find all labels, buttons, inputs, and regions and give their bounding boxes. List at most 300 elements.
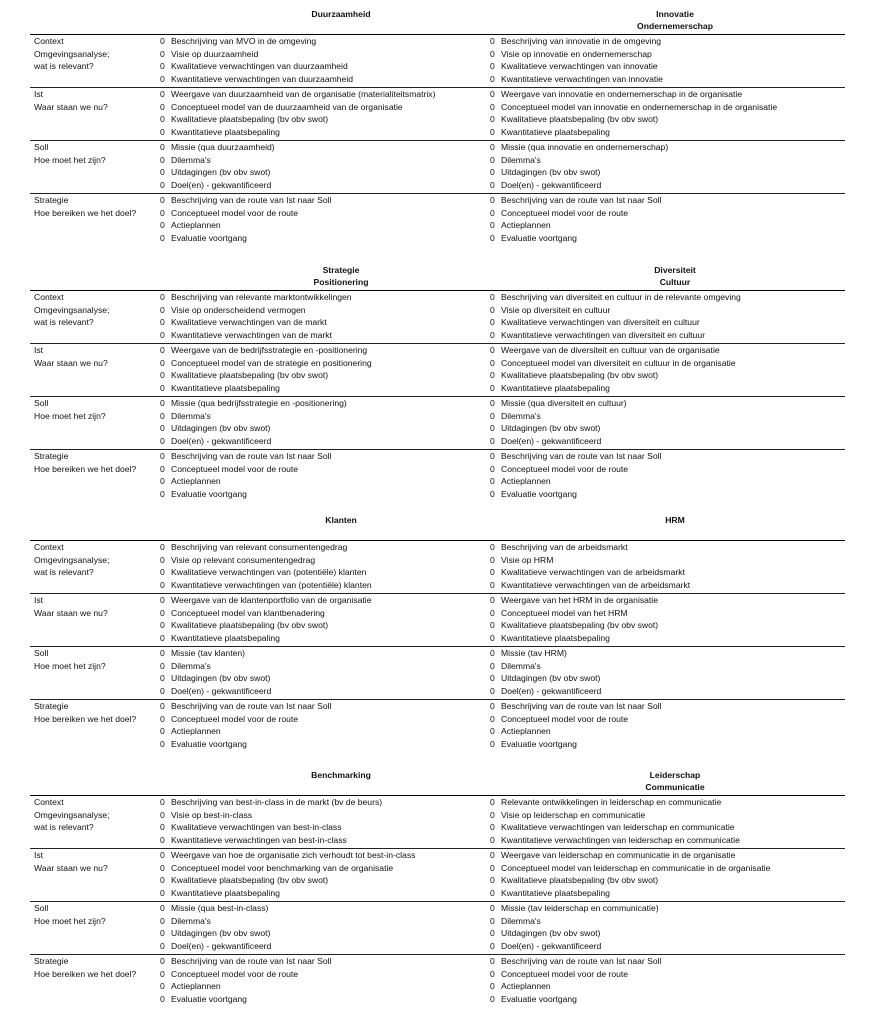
item-text: Dilemma's xyxy=(171,154,211,165)
item-text: Doel(en) - gekwantificeerd xyxy=(171,436,272,447)
list-item xyxy=(160,232,500,245)
item-text: Beschrijving van de route van Ist naar Soll xyxy=(171,451,332,461)
list-item xyxy=(160,382,500,395)
label-line: Hoe bereiken we het doel? xyxy=(34,207,137,218)
item-text: Doel(en) - gekwantificeerd xyxy=(171,941,272,952)
bullet-marker: 0 xyxy=(490,207,495,218)
label-line: Hoe bereiken we het doel? xyxy=(34,713,137,724)
bullet-marker: 0 xyxy=(490,142,495,152)
bullet-marker: 0 xyxy=(490,739,495,750)
item-text: Conceptueel model voor de route xyxy=(171,207,299,218)
item-text: Conceptueel model voor de route xyxy=(501,207,629,218)
item-text: Kwalitatieve plaatsbepaling (bv obv swot) xyxy=(501,114,659,125)
bullet-marker: 0 xyxy=(490,330,495,341)
item-text: Uitdagingen (bv obv swot) xyxy=(171,928,271,939)
list-item xyxy=(490,166,845,179)
item-text: Dilemma's xyxy=(171,915,211,926)
bullet-marker: 0 xyxy=(160,928,165,939)
list-item xyxy=(490,632,845,645)
list-item xyxy=(490,927,845,940)
list-item xyxy=(490,73,845,86)
list-item xyxy=(160,968,500,981)
item-text: Uitdagingen (bv obv swot) xyxy=(501,928,601,939)
label-line: Strategie xyxy=(34,701,69,711)
list-item xyxy=(490,980,845,993)
list-item xyxy=(490,141,845,154)
item-text: Kwalitatieve verwachtingen van innovatie xyxy=(501,61,658,72)
left-items xyxy=(160,141,500,192)
item-text: Kwantitatieve plaatsbepaling xyxy=(171,127,280,138)
item-text: Dilemma's xyxy=(171,410,211,421)
section-label xyxy=(34,902,159,927)
section-row xyxy=(30,140,845,193)
label-line: Ist xyxy=(34,595,44,605)
bullet-marker: 0 xyxy=(160,180,165,191)
label-line: Soll xyxy=(34,903,49,913)
bullet-marker: 0 xyxy=(160,567,165,578)
list-item xyxy=(160,194,500,207)
item-text: Actieplannen xyxy=(171,981,221,992)
section-row xyxy=(30,593,845,646)
section-label xyxy=(34,194,159,219)
section-row xyxy=(30,343,845,396)
label-line: Ist xyxy=(34,345,44,355)
item-text: Visie op leiderschap en communicatie xyxy=(501,809,646,820)
left-column-title xyxy=(190,769,492,781)
list-item xyxy=(490,232,845,245)
bullet-marker: 0 xyxy=(160,101,165,112)
bullet-marker: 0 xyxy=(490,357,495,368)
item-text: Kwantitatieve verwachtingen van diversiteit en cultuur xyxy=(501,330,705,341)
bullet-marker: 0 xyxy=(490,822,495,833)
bullet-marker: 0 xyxy=(160,317,165,328)
title-line: Positionering xyxy=(313,277,369,287)
list-item xyxy=(160,207,500,220)
label-line: Strategie xyxy=(34,195,69,205)
item-text: Kwalitatieve plaatsbepaling (bv obv swot) xyxy=(501,370,659,381)
bullet-marker: 0 xyxy=(160,463,165,474)
list-item xyxy=(160,980,500,993)
left-items xyxy=(160,647,500,698)
item-text: Visie op relevant consumentengedrag xyxy=(171,554,316,565)
list-item xyxy=(160,685,500,698)
item-text: Weergave van innovatie en ondernemerschap in de organisatie xyxy=(501,89,743,99)
item-text: Conceptueel model voor de route xyxy=(171,463,299,474)
item-text: Kwantitatieve plaatsbepaling xyxy=(171,383,280,394)
bullet-marker: 0 xyxy=(490,580,495,591)
list-item xyxy=(160,488,500,501)
item-text: Actieplannen xyxy=(171,726,221,737)
list-item xyxy=(490,410,845,423)
right-items xyxy=(490,902,845,953)
list-item xyxy=(490,369,845,382)
list-item xyxy=(160,619,500,632)
section-row xyxy=(30,87,845,140)
label-line: Soll xyxy=(34,142,49,152)
bullet-marker: 0 xyxy=(160,89,165,99)
item-text: Doel(en) - gekwantificeerd xyxy=(171,180,272,191)
list-item xyxy=(490,887,845,900)
bullet-marker: 0 xyxy=(490,648,495,658)
section-label xyxy=(34,344,159,369)
bullet-marker: 0 xyxy=(490,48,495,59)
list-item xyxy=(160,809,500,822)
item-text: Evaluatie voortgang xyxy=(501,739,577,750)
label-line: Omgevingsanalyse; xyxy=(34,809,110,820)
bullet-marker: 0 xyxy=(490,726,495,737)
list-item xyxy=(160,834,500,847)
left-items xyxy=(160,344,500,395)
bullet-marker: 0 xyxy=(490,410,495,421)
left-items xyxy=(160,955,500,1006)
item-text: Evaluatie voortgang xyxy=(501,994,577,1005)
list-item xyxy=(490,607,845,620)
section-label xyxy=(34,955,159,980)
item-text: Beschrijving van de route van Ist naar Soll xyxy=(171,701,332,711)
left-items xyxy=(160,594,500,645)
list-item xyxy=(160,632,500,645)
list-item xyxy=(490,357,845,370)
bullet-marker: 0 xyxy=(490,903,495,913)
list-item xyxy=(490,541,845,554)
item-text: Beschrijving van de route van Ist naar Soll xyxy=(501,701,662,711)
list-item xyxy=(490,660,845,673)
item-text: Kwantitatieve plaatsbepaling xyxy=(501,888,610,899)
item-text: Beschrijving van de route van Ist naar Soll xyxy=(501,451,662,461)
bullet-marker: 0 xyxy=(490,809,495,820)
list-item xyxy=(490,194,845,207)
right-column-title xyxy=(520,514,830,526)
list-item xyxy=(490,60,845,73)
item-text: Doel(en) - gekwantificeerd xyxy=(501,686,602,697)
list-item xyxy=(160,915,500,928)
item-text: Dilemma's xyxy=(501,915,541,926)
bullet-marker: 0 xyxy=(160,451,165,461)
block-header xyxy=(30,8,845,34)
list-item xyxy=(490,700,845,713)
bullet-marker: 0 xyxy=(490,686,495,697)
list-item xyxy=(490,219,845,232)
item-text: Kwalitatieve plaatsbepaling (bv obv swot) xyxy=(501,620,659,631)
bullet-marker: 0 xyxy=(160,903,165,913)
list-item xyxy=(490,796,845,809)
bullet-marker: 0 xyxy=(160,142,165,152)
bullet-marker: 0 xyxy=(160,114,165,125)
bullet-marker: 0 xyxy=(160,383,165,394)
section-label xyxy=(34,291,159,329)
item-text: Kwantitatieve verwachtingen van duurzaamheid xyxy=(171,74,354,85)
label-line: Strategie xyxy=(34,956,69,966)
list-item xyxy=(160,397,500,410)
bullet-marker: 0 xyxy=(490,74,495,85)
left-column-title xyxy=(190,8,492,20)
left-items xyxy=(160,35,500,86)
item-text: Beschrijving van MVO in de omgeving xyxy=(171,36,317,46)
item-text: Missie (tav HRM) xyxy=(501,648,567,658)
label-line: Waar staan we nu? xyxy=(34,607,108,618)
item-text: Kwantitatieve plaatsbepaling xyxy=(171,888,280,899)
list-item xyxy=(160,73,500,86)
left-items xyxy=(160,88,500,139)
section-label xyxy=(34,700,159,725)
right-items xyxy=(490,849,845,900)
left-items xyxy=(160,541,500,592)
label-line: wat is relevant? xyxy=(34,822,94,833)
label-line: Ist xyxy=(34,850,44,860)
item-text: Weergave van de klantenportfolio van de organisatie xyxy=(171,595,372,605)
section-row xyxy=(30,34,845,87)
label-line: Omgevingsanalyse; xyxy=(34,304,110,315)
item-text: Actieplannen xyxy=(171,476,221,487)
item-text: Uitdagingen (bv obv swot) xyxy=(171,167,271,178)
list-item xyxy=(490,685,845,698)
bullet-marker: 0 xyxy=(490,476,495,487)
item-text: Kwantitatieve verwachtingen van best-in-class xyxy=(171,835,347,846)
item-text: Kwantitatieve plaatsbepaling xyxy=(171,633,280,644)
list-item xyxy=(490,154,845,167)
list-item xyxy=(490,397,845,410)
bullet-marker: 0 xyxy=(160,410,165,421)
title-line: Strategie xyxy=(322,265,360,275)
section-row xyxy=(30,901,845,954)
right-items xyxy=(490,344,845,395)
block-benchmarking-leiderschap xyxy=(30,769,845,1007)
list-item xyxy=(490,915,845,928)
list-item xyxy=(160,154,500,167)
bullet-marker: 0 xyxy=(160,595,165,605)
item-text: Dilemma's xyxy=(501,410,541,421)
item-text: Doel(en) - gekwantificeerd xyxy=(501,436,602,447)
item-text: Beschrijving van de route van Ist naar Soll xyxy=(171,956,332,966)
bullet-marker: 0 xyxy=(160,233,165,244)
item-text: Evaluatie voortgang xyxy=(171,233,247,244)
bullet-marker: 0 xyxy=(490,61,495,72)
list-item xyxy=(160,35,500,48)
section-label xyxy=(34,541,159,579)
list-item xyxy=(490,554,845,567)
bullet-marker: 0 xyxy=(160,713,165,724)
bullet-marker: 0 xyxy=(490,220,495,231)
item-text: Conceptueel model voor de route xyxy=(501,713,629,724)
bullet-marker: 0 xyxy=(160,994,165,1005)
label-line: Context xyxy=(34,797,64,807)
list-item xyxy=(160,849,500,862)
list-item xyxy=(160,927,500,940)
item-text: Conceptueel model voor de route xyxy=(171,968,299,979)
item-text: Beschrijving van best-in-class in de markt (bv de beurs) xyxy=(171,797,383,807)
list-item xyxy=(160,647,500,660)
item-text: Uitdagingen (bv obv swot) xyxy=(501,673,601,684)
item-text: Beschrijving van de route van Ist naar Soll xyxy=(171,195,332,205)
section-label xyxy=(34,849,159,874)
bullet-marker: 0 xyxy=(160,195,165,205)
list-item xyxy=(160,796,500,809)
list-item xyxy=(160,450,500,463)
label-line: wat is relevant? xyxy=(34,61,94,72)
item-text: Evaluatie voortgang xyxy=(171,994,247,1005)
item-text: Uitdagingen (bv obv swot) xyxy=(501,167,601,178)
list-item xyxy=(160,316,500,329)
title-line: Klanten xyxy=(325,515,357,525)
list-item xyxy=(490,88,845,101)
item-text: Evaluatie voortgang xyxy=(501,233,577,244)
item-text: Doel(en) - gekwantificeerd xyxy=(501,941,602,952)
list-item xyxy=(490,113,845,126)
list-item xyxy=(160,369,500,382)
item-text: Conceptueel model van de duurzaamheid van de organisatie xyxy=(171,101,403,112)
item-text: Dilemma's xyxy=(171,660,211,671)
list-item xyxy=(490,179,845,192)
label-line: Omgevingsanalyse; xyxy=(34,48,110,59)
section-label xyxy=(34,647,159,672)
bullet-marker: 0 xyxy=(490,101,495,112)
item-text: Evaluatie voortgang xyxy=(171,739,247,750)
list-item xyxy=(160,554,500,567)
bullet-marker: 0 xyxy=(160,809,165,820)
label-line: Context xyxy=(34,292,64,302)
item-text: Conceptueel model voor de route xyxy=(171,713,299,724)
label-line: wat is relevant? xyxy=(34,317,94,328)
title-line: Cultuur xyxy=(659,277,691,287)
bullet-marker: 0 xyxy=(160,607,165,618)
bullet-marker: 0 xyxy=(160,835,165,846)
right-column-title xyxy=(520,769,830,793)
list-item xyxy=(490,993,845,1006)
item-text: Actieplannen xyxy=(171,220,221,231)
bullet-marker: 0 xyxy=(160,554,165,565)
list-item xyxy=(490,834,845,847)
section-row xyxy=(30,646,845,699)
bullet-marker: 0 xyxy=(490,195,495,205)
bullet-marker: 0 xyxy=(160,888,165,899)
list-item xyxy=(490,35,845,48)
bullet-marker: 0 xyxy=(490,956,495,966)
right-items xyxy=(490,647,845,698)
list-item xyxy=(160,902,500,915)
bullet-marker: 0 xyxy=(160,489,165,500)
list-item xyxy=(490,450,845,463)
section-row xyxy=(30,699,845,752)
bullet-marker: 0 xyxy=(160,304,165,315)
list-item xyxy=(160,993,500,1006)
bullet-marker: 0 xyxy=(490,233,495,244)
bullet-marker: 0 xyxy=(160,370,165,381)
left-items xyxy=(160,397,500,448)
bullet-marker: 0 xyxy=(490,941,495,952)
list-item xyxy=(490,422,845,435)
item-text: Beschrijving van relevant consumentengedrag xyxy=(171,542,348,552)
bullet-marker: 0 xyxy=(490,304,495,315)
bullet-marker: 0 xyxy=(160,956,165,966)
bullet-marker: 0 xyxy=(160,686,165,697)
item-text: Kwalitatieve verwachtingen van leiderschap en communicatie xyxy=(501,822,735,833)
bullet-marker: 0 xyxy=(160,48,165,59)
list-item xyxy=(490,594,845,607)
item-text: Weergave van duurzaamheid van de organisatie (materialiteitsmatrix) xyxy=(171,89,436,99)
bullet-marker: 0 xyxy=(160,220,165,231)
title-line: HRM xyxy=(665,515,685,525)
list-item xyxy=(160,672,500,685)
right-items xyxy=(490,291,845,342)
list-item xyxy=(160,219,500,232)
list-item xyxy=(490,902,845,915)
right-column-title xyxy=(520,8,830,32)
list-item xyxy=(160,738,500,751)
bullet-marker: 0 xyxy=(490,345,495,355)
item-text: Missie (tav klanten) xyxy=(171,648,246,658)
list-item xyxy=(160,594,500,607)
bullet-marker: 0 xyxy=(490,542,495,552)
bullet-marker: 0 xyxy=(160,726,165,737)
item-text: Kwantitatieve verwachtingen van de markt xyxy=(171,330,332,341)
list-item xyxy=(160,141,500,154)
list-item xyxy=(160,166,500,179)
list-item xyxy=(490,821,845,834)
label-line: Soll xyxy=(34,398,49,408)
item-text: Weergave van het HRM in de organisatie xyxy=(501,595,658,605)
block-strategie-diversiteit xyxy=(30,264,845,502)
list-item xyxy=(160,713,500,726)
section-row xyxy=(30,396,845,449)
list-item xyxy=(490,809,845,822)
item-text: Uitdagingen (bv obv swot) xyxy=(171,673,271,684)
left-items xyxy=(160,796,500,847)
bullet-marker: 0 xyxy=(160,423,165,434)
bullet-marker: 0 xyxy=(160,580,165,591)
list-item xyxy=(490,304,845,317)
section-label xyxy=(34,594,159,619)
bullet-marker: 0 xyxy=(490,423,495,434)
label-line: Hoe moet het zijn? xyxy=(34,915,106,926)
item-text: Doel(en) - gekwantificeerd xyxy=(501,180,602,191)
item-text: Kwalitatieve verwachtingen van best-in-class xyxy=(171,822,342,833)
bullet-marker: 0 xyxy=(160,207,165,218)
item-text: Missie (qua duurzaamheid) xyxy=(171,142,275,152)
right-items xyxy=(490,541,845,592)
bullet-marker: 0 xyxy=(160,292,165,302)
list-item xyxy=(160,955,500,968)
list-item xyxy=(160,541,500,554)
section-row xyxy=(30,193,845,246)
bullet-marker: 0 xyxy=(490,127,495,138)
bullet-marker: 0 xyxy=(490,928,495,939)
right-items xyxy=(490,194,845,245)
bullet-marker: 0 xyxy=(490,463,495,474)
bullet-marker: 0 xyxy=(160,797,165,807)
item-text: Kwalitatieve plaatsbepaling (bv obv swot) xyxy=(171,370,329,381)
list-item xyxy=(160,422,500,435)
item-text: Conceptueel model voor de route xyxy=(501,968,629,979)
item-text: Weergave van hoe de organisatie zich verhoudt tot best-in-class xyxy=(171,850,416,860)
section-row xyxy=(30,795,845,848)
item-text: Kwantitatieve plaatsbepaling xyxy=(501,383,610,394)
list-item xyxy=(160,607,500,620)
list-item xyxy=(490,126,845,139)
list-item xyxy=(490,329,845,342)
list-item xyxy=(490,672,845,685)
list-item xyxy=(490,435,845,448)
item-text: Kwalitatieve verwachtingen van de arbeidsmarkt xyxy=(501,567,685,578)
item-text: Missie (qua bedrijfsstrategie en -positionering) xyxy=(171,398,347,408)
bullet-marker: 0 xyxy=(490,673,495,684)
left-items xyxy=(160,194,500,245)
bullet-marker: 0 xyxy=(160,436,165,447)
bullet-marker: 0 xyxy=(160,739,165,750)
item-text: Conceptueel model voor benchmarking van de organisatie xyxy=(171,862,394,873)
section-row xyxy=(30,540,845,593)
bullet-marker: 0 xyxy=(160,862,165,873)
label-line: Context xyxy=(34,542,64,552)
